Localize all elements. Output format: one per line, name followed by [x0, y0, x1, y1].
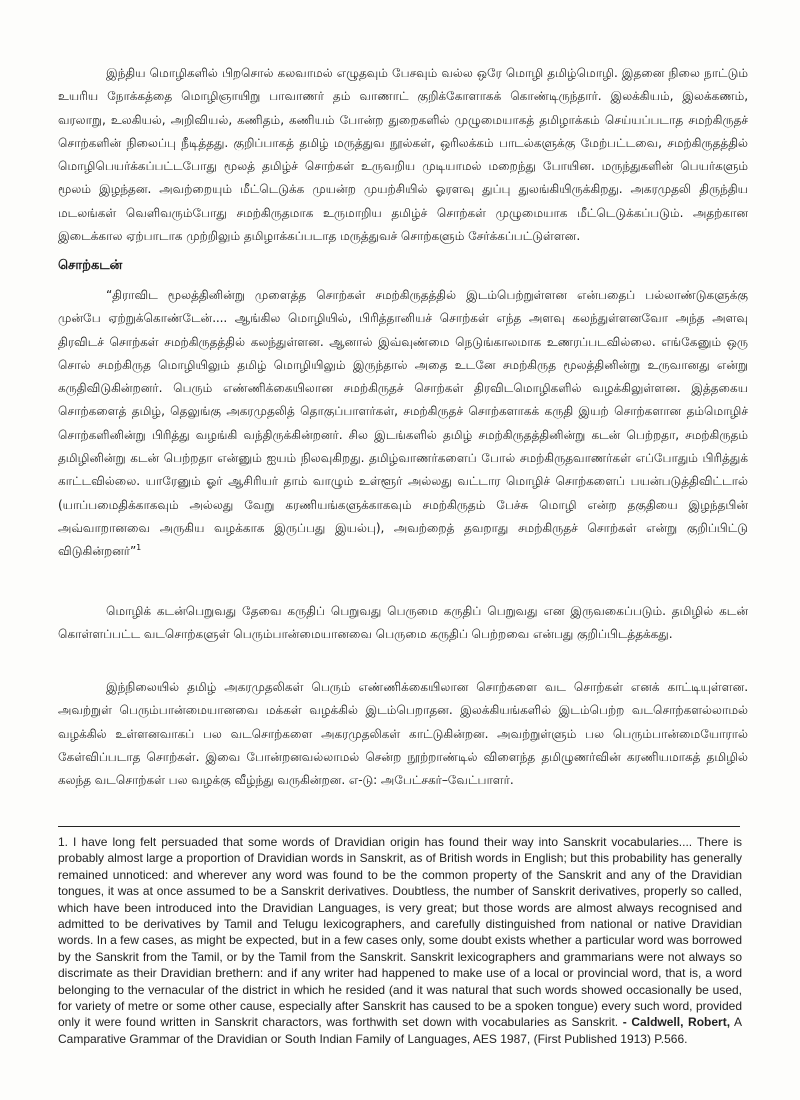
- footnote: [58, 834, 742, 1047]
- paragraph-loan-types-text: மொழிக் கடன்பெறுவது தேவை கருதிப் பெறுவது பெருமை கருதிப் பெறுவது என இருவகைப்படும். தமிழில் கடன் கொள்ளப்பட்ட வடசொற்களுள் பெரும்பான்மையானவை பெருமை கருதிப் பெற்றவை என்பது குறிப்பிடத்தக்கது.: [58, 604, 748, 642]
- footnote-citation: A Camparative Grammar of the Dravidian or South Indian Family of Languages, AES 1987, (First Published 1913) P.566.: [58, 1015, 743, 1046]
- paragraph-dictionaries: [58, 676, 748, 792]
- footnote-divider: [58, 826, 740, 827]
- paragraph-intro: [58, 62, 748, 248]
- paragraph-dictionaries-text: இந்நிலையில் தமிழ் அகரமுதலிகள் பெரும் எண்ணிக்கையிலான சொற்களை வட சொற்கள் எனக் காட்டியுள்ளன. அவற்றுள் பெரும்பான்மையானவை மக்கள் வழக்கில் இடம்பெறாதன. இலக்கியங்களில் இடம்பெற்ற வடசொற்களல்லாமல் வழக்கில் உள்ளனவாகப் பல வடசொற்களை அகரமுதலிகள் காட்டுகின்றன. அவற்றுள்ளும் பல பெரும்பான்மையோரால் கேள்விப்படாத சொற்கள். இவை போன்றனவல்லாமல் சென்ற நூற்றாண்டில் விளைந்த தமிழுணர்வின் கரணியமாகத் தமிழில் கலந்த வடசொற்கள் பல வழக்கு வீழ்ந்து வருகின்றன. எ-டு: அபேட்சகர்–வேட்பாளர்.: [58, 680, 748, 788]
- section-heading: சொற்கடன்: [58, 258, 123, 273]
- footnote-text: 1. I have long felt persuaded that some words of Dravidian origin has found their way into Sanskrit vocabularies.... There is probably almost large a proportion of Dravidian words in Sanskrit, as of British words in English; but this probability has generally remained unnoticed: and wherever any word was found to be the common property of the Sanskrit and any of the Dravidian tongues, it was at once assumed to be a Sanskrit derivatives. Doubtless, the number of Sanskrit derivatives, properly so called, which have been introduced into the Dravidian Languages, is very great; but those words are almost always recognised and admitted to be derivatives by Tamil and Telugu lexicographers, and carefully distinguished from national or native Dravidian words. In a few cases, as might be expected, but in a few cases only, some doubt exists whether a particular word was borrowed by the Sanskrit from the Tamil, or by the Tamil from the Sanskrit. Sanskrit lexicographers and grammarians were not always so discrimate as their Dravidian brethern: and if any writer had happened to make use of a local or provincial word, that is, a word belonging to the vernacular of the district in which he resided (and it was natural that such words showed occasionally be used, for variety of metre or some other cause, especially after Sanskrit has caused to be a spoken tongue) every such word, provided only it were found written in Sanskrit charactors, was forthwith set down with vocabularies as Sanskrit.: [58, 835, 742, 1030]
- paragraph-quote: [58, 284, 748, 564]
- paragraph-quote-text: “திராவிட மூலத்தினின்று முளைத்த சொற்கள் சமற்கிருதத்தில் இடம்பெற்றுள்ளன என்பதைப் பல்லாண்டுகளுக்கு முன்பே ஏற்றுக்கொண்டேன்.... ஆங்கில மொழியில், பிரித்தானியச் சொற்கள் எந்த அளவு கலந்துள்ளனவோ அந்த அளவு திரவிடச் சொற்கள் சமற்கிருதத்தில் கலந்துள்ளன. ஆனால் இவ்வுண்மை நெடுங்காலமாக உணரப்படவில்லை. எங்கேனும் ஒரு சொல் சமற்கிருத மொழியிலும் தமிழ் மொழியிலும் இருந்தால் அதை உடனே சமற்கிருத மூலத்தினின்று உருவானது என்று கருதிவிடுகின்றனர். பெரும் எண்ணிக்கையிலான சமற்கிருதச் சொற்கள் திரவிடமொழிகளில் வழக்கிலுள்ளன. இத்தகைய சொற்களைத் தமிழ், தெலுங்கு அகரமுதலித் தொகுப்பாளர்கள், சமற்கிருதச் சொற்களாகக் கருதி இயற் சொற்களான தம்மொழிச் சொற்களினின்று பிரித்து வழங்கி வந்திருக்கின்றனர். சில இடங்களில் தமிழ் சமற்கிருதத்தினின்று கடன் பெற்றதா, சமற்கிருதம் தமிழினின்று கடன் பெற்றதா என்னும் ஐயம் நிலவுகிறது. தமிழ்வாணர்களைப் போல் சமற்கிருதவாணர்கள் எப்போதும் பிரித்துக் காட்டவில்லை. யாரேனும் ஓர் ஆசிரியர் தாம் வாழும் உள்ளூர் அல்லது வட்டார மொழிச் சொற்களைப் பயன்படுத்திவிட்டால் (யாப்பமைதிக்காகவும் அல்லது வேறு கரணியங்களுக்காகவும் சமற்கிருதம் பேச்சு மொழி என்ற தகுதியை இழந்தபின் அவ்வாறானவை அருகிய வழக்காக இருப்பது இயல்பு), அவற்றைத் தவறாது சமற்கிருதச் சொற்கள் என்று குறிப்பிட்டு விடுகின்றனர்”: [58, 288, 748, 559]
- paragraph-quote-block: [58, 284, 748, 564]
- paragraph-intro-text: இந்திய மொழிகளில் பிறசொல் கலவாமல் எழுதவும் பேசவும் வல்ல ஒரே மொழி தமிழ்மொழி. இதனை நிலை நாட்டும் உயரிய நோக்கத்தை மொழிஞாயிறு பாவாணர் தம் வாணாட் குறிக்கோளாகக் கொண்டிருந்தார். இலக்கியம், இலக்கணம், வரலாறு, உலகியல், அறிவியல், கணிதம், கணியம் போன்ற துறைகளில் முழுமையாகத் தமிழாக்கம் செய்யப்படாத சமற்கிருதச் சொற்களின் நிலைப்பு நீடித்தது. குறிப்பாகத் தமிழ் மருத்துவ நூல்கள், ஒரிலக்கம் பாடல்களுக்கு மேற்பட்டவை, சமற்கிருதத்தில் மொழிபெயர்க்கப்பட்டபோது மூலத் தமிழ்ச் சொற்கள் உருவறிய முடியாமல் மறைந்து போயின. மருந்துகளின் பெயர்களும் மூலம் இழந்தன. அவற்றையும் மீட்டெடுக்க முயன்ற முயற்சியில் ஓரளவு துப்பு துலங்கியிருக்கிறது. அகரமுதலி திருந்திய மடலங்கள் வெளிவரும்போது சமற்கிருதமாக உருமாறிய தமிழ்ச் சொற்கள் முழுமையாக மீட்டெடுக்கப்படும். அதற்கான இடைக்கால ஏற்பாடாக முற்றிலும் தமிழாக்கப்படாத மருத்துவச் சொற்களும் சேர்க்கப்பட்டுள்ளன.: [58, 66, 748, 244]
- footnote-source: - Caldwell, Robert,: [622, 1015, 731, 1030]
- paragraph-loan-types: [58, 600, 748, 647]
- footnote-marker: 1: [136, 543, 142, 553]
